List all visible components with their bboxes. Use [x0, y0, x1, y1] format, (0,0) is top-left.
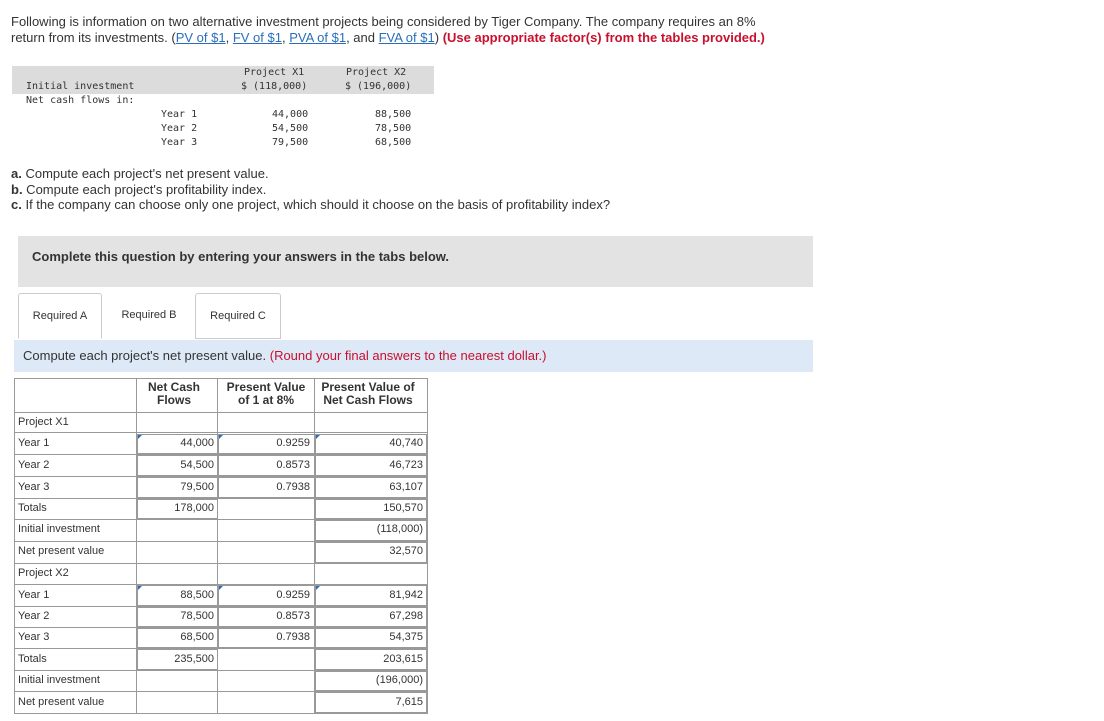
- x1-year1-pvf: 0.9259: [276, 437, 310, 449]
- requirement-b-label: b.: [11, 181, 23, 197]
- fva-table-link[interactable]: FVA of $1: [378, 30, 435, 45]
- given-x1-flow: 44,000: [272, 109, 309, 120]
- x1-npv-label: Net present value: [18, 545, 105, 557]
- x1-totals-label: Totals: [18, 502, 47, 514]
- given-x2-flow: 68,500: [375, 137, 412, 148]
- x1-year-label: Year 2: [18, 459, 50, 471]
- grid-line: [14, 378, 428, 379]
- npv-instruction-text: [23, 348, 547, 363]
- x1-year2-pvf: 0.8573: [276, 459, 310, 471]
- x1-initial-label: Initial investment: [18, 523, 100, 535]
- header-pv-factor: Present Value of 1 at 8%: [226, 380, 306, 407]
- instructions-banner: [18, 236, 813, 287]
- requirement-c-label: c.: [11, 197, 22, 212]
- given-initial-x2: $ (196,000): [345, 81, 412, 92]
- requirements-list: [11, 166, 610, 213]
- x1-year-label: Year 3: [18, 481, 50, 493]
- tab-required-c[interactable]: Required C: [195, 293, 281, 339]
- rounding-note: (Round your final answers to the nearest dollar.): [269, 348, 547, 363]
- requirement-a-label: a.: [11, 166, 22, 181]
- pv-table-link[interactable]: PV of $1: [175, 30, 226, 45]
- x1-year3-pv: 63,107: [389, 481, 423, 493]
- intro-line-2-prefix: return from its investments. (: [11, 30, 176, 45]
- answer-flag-icon: [219, 586, 223, 590]
- given-net-cash-label: Net cash flows in:: [26, 95, 135, 106]
- given-x2-flow: 78,500: [375, 123, 412, 134]
- x1-year2-pv: 46,723: [389, 459, 423, 471]
- x1-year3-pvf: 0.7938: [276, 481, 310, 493]
- given-x1-flow: 79,500: [272, 137, 309, 148]
- grid-line: [14, 432, 428, 433]
- close-paren: ): [434, 30, 440, 45]
- banner-text: Complete this question by entering your answers in the tabs below.: [32, 249, 450, 264]
- x1-initial-pv: (118,000): [376, 523, 423, 535]
- x2-year3-pv: 54,375: [389, 631, 423, 643]
- and-text: , and: [346, 30, 379, 45]
- given-initial-label: Initial investment: [26, 81, 135, 92]
- x2-year-label: Year 1: [18, 589, 50, 601]
- answer-flag-icon: [138, 435, 142, 439]
- x2-year1-pv: 81,942: [389, 589, 423, 601]
- x1-totals-ncf: 178,000: [174, 502, 214, 514]
- requirement-c: [11, 197, 610, 213]
- x2-year3-ncf: 68,500: [180, 631, 214, 643]
- header-net-cash-flows: Net Cash Flows: [147, 380, 200, 407]
- requirement-b-text: Compute each project's profitability index.: [22, 181, 267, 197]
- x1-year-label: Year 1: [18, 437, 50, 449]
- x2-totals-ncf: 235,500: [174, 653, 214, 665]
- x1-year1-pv: 40,740: [389, 437, 423, 449]
- x2-year2-pvf: 0.8573: [276, 610, 310, 622]
- x2-year3-pvf: 0.7938: [276, 631, 310, 643]
- project-x1-title: Project X1: [18, 416, 69, 428]
- grid-line: [14, 378, 15, 714]
- x2-initial-label: Initial investment: [18, 674, 100, 686]
- use-factors-instruction: (Use appropriate factor(s) from the tables provided.): [442, 30, 765, 45]
- answer-flag-icon: [316, 435, 320, 439]
- grid-line: [14, 563, 428, 564]
- header-pv-net-cash: Present Value of Net Cash Flows: [321, 380, 415, 407]
- given-x2-flow: 88,500: [375, 109, 412, 120]
- answer-flag-icon: [316, 586, 320, 590]
- x2-totals-label: Totals: [18, 653, 47, 665]
- intro-line-2: return from its investments. (PV of $1, FV of $1, PVA of $1, and FVA of $1) (Use appropriate factor(s) from the tables provided.): [11, 30, 765, 45]
- requirement-c-text: If the company can choose only one project, which should it choose on the basis of profitability index?: [21, 197, 611, 212]
- pva-table-link[interactable]: PVA of $1: [289, 30, 347, 45]
- npv-table: [14, 378, 428, 714]
- answer-flag-icon: [138, 586, 142, 590]
- x2-year-label: Year 2: [18, 610, 50, 622]
- requirement-b: [11, 182, 610, 198]
- given-col-x1: Project X1: [244, 67, 305, 78]
- x2-year1-ncf: 88,500: [180, 589, 214, 601]
- x2-npv: 7,615: [395, 696, 423, 708]
- requirement-a: [11, 166, 610, 182]
- given-year-label: Year 3: [161, 137, 198, 148]
- x2-year2-pv: 67,298: [389, 610, 423, 622]
- x1-year2-ncf: 54,500: [180, 459, 214, 471]
- grid-line: [427, 378, 428, 714]
- x2-year2-ncf: 78,500: [180, 610, 214, 622]
- x1-totals-pv: 150,570: [383, 502, 423, 514]
- intro-line-1: Following is information on two alternative investment projects being considered by Tiger Company. The company requires an 8%: [11, 14, 756, 29]
- grid-line: [14, 713, 428, 714]
- given-x1-flow: 54,500: [272, 123, 309, 134]
- given-data-table: [0, 0, 1104, 160]
- answer-flag-icon: [219, 435, 223, 439]
- x2-totals-pv: 203,615: [383, 653, 423, 665]
- x2-year1-pvf: 0.9259: [276, 589, 310, 601]
- given-initial-x1: $ (118,000): [241, 81, 308, 92]
- project-x2-title: Project X2: [18, 567, 69, 579]
- fv-table-link[interactable]: FV of $1: [232, 30, 282, 45]
- requirement-a-text: Compute each project's net present value.: [21, 166, 269, 181]
- given-year-label: Year 2: [161, 123, 198, 134]
- x2-npv-label: Net present value: [18, 696, 105, 708]
- x2-year-label: Year 3: [18, 631, 50, 643]
- x1-year1-ncf: 44,000: [180, 437, 214, 449]
- tab-required-a[interactable]: Required A: [18, 293, 102, 339]
- instruction-main: Compute each project's net present value.: [23, 348, 270, 363]
- given-col-x2: Project X2: [346, 67, 407, 78]
- npv-instruction: [14, 340, 813, 372]
- x1-year3-ncf: 79,500: [180, 481, 214, 493]
- grid-line: [14, 412, 428, 413]
- x2-initial-pv: (196,000): [375, 674, 423, 686]
- given-year-label: Year 1: [161, 109, 198, 120]
- x1-npv: 32,570: [389, 545, 423, 557]
- tab-required-b[interactable]: Required B: [121, 309, 177, 321]
